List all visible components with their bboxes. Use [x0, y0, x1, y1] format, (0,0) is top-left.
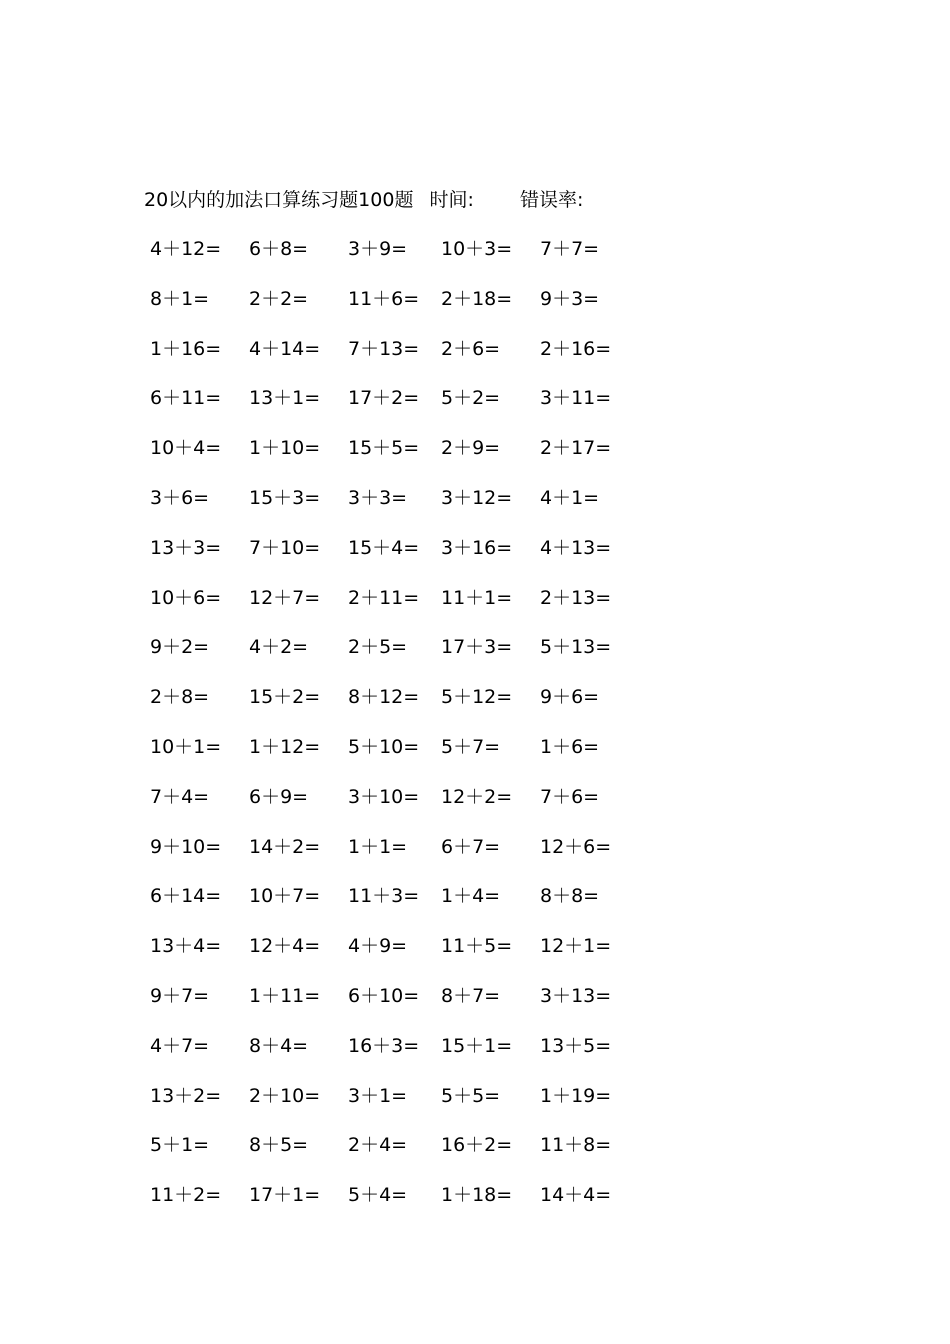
- problem-item: 1＋18=: [441, 1184, 513, 1207]
- problem-item: 13＋4=: [150, 935, 222, 958]
- problem-item: 2＋4=: [348, 1134, 408, 1157]
- problem-row: [0, 1032, 950, 1082]
- problem-row: [0, 683, 950, 733]
- problem-item: 6＋9=: [249, 785, 309, 808]
- problem-item: 1＋16=: [150, 337, 222, 360]
- problem-row: [0, 534, 950, 584]
- problem-item: 7＋10=: [249, 536, 321, 559]
- problem-row: [0, 783, 950, 833]
- problem-item: 1＋12=: [249, 735, 321, 758]
- problem-item: 11＋1=: [441, 586, 513, 609]
- problem-row: [0, 932, 950, 982]
- problem-item: 4＋14=: [249, 337, 321, 360]
- problem-item: 8＋12=: [348, 686, 420, 709]
- problem-item: 13＋5=: [540, 1034, 612, 1057]
- problem-item: 3＋16=: [441, 536, 513, 559]
- problem-row: [0, 1082, 950, 1132]
- problem-row: [0, 285, 950, 335]
- problem-item: 9＋6=: [540, 686, 600, 709]
- problem-item: 5＋2=: [441, 387, 501, 410]
- problem-item: 2＋6=: [441, 337, 501, 360]
- problem-item: 5＋1=: [150, 1134, 210, 1157]
- problem-item: 4＋1=: [540, 486, 600, 509]
- problem-row: [0, 1131, 950, 1181]
- problem-item: 3＋10=: [348, 785, 420, 808]
- problem-row: [0, 733, 950, 783]
- problem-item: 3＋11=: [540, 387, 612, 410]
- problem-row: [0, 982, 950, 1032]
- problem-item: 15＋2=: [249, 686, 321, 709]
- problem-item: 8＋4=: [249, 1034, 309, 1057]
- problem-item: 3＋6=: [150, 486, 210, 509]
- problem-item: 12＋6=: [540, 835, 612, 858]
- problem-item: 3＋3=: [348, 486, 408, 509]
- problem-item: 17＋3=: [441, 636, 513, 659]
- problem-item: 5＋5=: [441, 1084, 501, 1107]
- problem-item: 3＋9=: [348, 238, 408, 260]
- problem-item: 7＋4=: [150, 785, 210, 808]
- problem-item: 1＋11=: [249, 984, 321, 1007]
- time-label: 时间:: [429, 189, 474, 211]
- problem-item: 1＋6=: [540, 735, 600, 758]
- problem-item: 3＋13=: [540, 984, 612, 1007]
- problem-row: [0, 484, 950, 534]
- problem-item: 11＋8=: [540, 1134, 612, 1157]
- problem-grid: [0, 235, 950, 1231]
- problem-item: 13＋2=: [150, 1084, 222, 1107]
- problem-item: 1＋4=: [441, 885, 501, 908]
- problem-item: 4＋9=: [348, 935, 408, 958]
- problem-item: 8＋5=: [249, 1134, 309, 1157]
- error-rate-label: 错误率:: [519, 189, 584, 211]
- problem-item: 12＋1=: [540, 935, 612, 958]
- problem-item: 17＋2=: [348, 387, 420, 410]
- problem-item: 15＋3=: [249, 486, 321, 509]
- problem-item: 2＋2=: [249, 287, 309, 310]
- problem-item: 2＋9=: [441, 437, 501, 460]
- problem-item: 4＋2=: [249, 636, 309, 659]
- problem-item: 7＋6=: [540, 785, 600, 808]
- problem-item: 6＋14=: [150, 885, 222, 908]
- problem-row: [0, 335, 950, 385]
- problem-item: 8＋8=: [540, 885, 600, 908]
- problem-item: 12＋4=: [249, 935, 321, 958]
- problem-item: 7＋13=: [348, 337, 420, 360]
- problem-row: [0, 1181, 950, 1231]
- problem-item: 1＋1=: [348, 835, 408, 858]
- problem-item: 9＋7=: [150, 984, 210, 1007]
- problem-item: 1＋19=: [540, 1084, 612, 1107]
- problem-item: 16＋2=: [441, 1134, 513, 1157]
- problem-row: [0, 384, 950, 434]
- problem-item: 15＋1=: [441, 1034, 513, 1057]
- problem-row: [0, 833, 950, 883]
- problem-item: 5＋13=: [540, 636, 612, 659]
- problem-item: 9＋10=: [150, 835, 222, 858]
- problem-item: 2＋13=: [540, 586, 612, 609]
- problem-item: 2＋8=: [150, 686, 210, 709]
- problem-item: 7＋7=: [540, 238, 600, 260]
- problem-item: 10＋1=: [150, 735, 222, 758]
- problem-item: 11＋2=: [150, 1184, 222, 1207]
- problem-item: 4＋13=: [540, 536, 612, 559]
- worksheet-header: [144, 186, 583, 214]
- problem-item: 11＋3=: [348, 885, 420, 908]
- problem-item: 16＋3=: [348, 1034, 420, 1057]
- problem-row: [0, 235, 950, 285]
- problem-row: [0, 584, 950, 634]
- problem-item: 4＋12=: [150, 238, 222, 260]
- problem-item: 4＋7=: [150, 1034, 210, 1057]
- problem-item: 3＋12=: [441, 486, 513, 509]
- problem-item: 6＋7=: [441, 835, 501, 858]
- problem-item: 14＋2=: [249, 835, 321, 858]
- problem-item: 6＋10=: [348, 984, 420, 1007]
- problem-item: 10＋4=: [150, 437, 222, 460]
- problem-item: 6＋8=: [249, 238, 309, 260]
- problem-item: 17＋1=: [249, 1184, 321, 1207]
- problem-row: [0, 882, 950, 932]
- problem-item: 10＋7=: [249, 885, 321, 908]
- problem-item: 8＋7=: [441, 984, 501, 1007]
- problem-item: 10＋3=: [441, 238, 513, 260]
- problem-item: 15＋4=: [348, 536, 420, 559]
- problem-row: [0, 633, 950, 683]
- problem-item: 8＋1=: [150, 287, 210, 310]
- problem-item: 11＋6=: [348, 287, 420, 310]
- problem-item: 12＋7=: [249, 586, 321, 609]
- problem-item: 13＋1=: [249, 387, 321, 410]
- problem-item: 9＋3=: [540, 287, 600, 310]
- worksheet-title: 20以内的加法口算练习题100题: [144, 189, 414, 211]
- problem-item: 5＋7=: [441, 735, 501, 758]
- problem-item: 5＋10=: [348, 735, 420, 758]
- problem-item: 14＋4=: [540, 1184, 612, 1207]
- problem-item: 2＋5=: [348, 636, 408, 659]
- problem-item: 2＋18=: [441, 287, 513, 310]
- problem-item: 2＋16=: [540, 337, 612, 360]
- problem-item: 11＋5=: [441, 935, 513, 958]
- problem-item: 2＋11=: [348, 586, 420, 609]
- problem-item: 13＋3=: [150, 536, 222, 559]
- problem-item: 6＋11=: [150, 387, 222, 410]
- problem-item: 2＋10=: [249, 1084, 321, 1107]
- problem-item: 10＋6=: [150, 586, 222, 609]
- problem-item: 5＋4=: [348, 1184, 408, 1207]
- problem-row: [0, 434, 950, 484]
- problem-item: 1＋10=: [249, 437, 321, 460]
- problem-item: 15＋5=: [348, 437, 420, 460]
- problem-item: 5＋12=: [441, 686, 513, 709]
- problem-item: 9＋2=: [150, 636, 210, 659]
- problem-item: 2＋17=: [540, 437, 612, 460]
- problem-item: 3＋1=: [348, 1084, 408, 1107]
- problem-item: 12＋2=: [441, 785, 513, 808]
